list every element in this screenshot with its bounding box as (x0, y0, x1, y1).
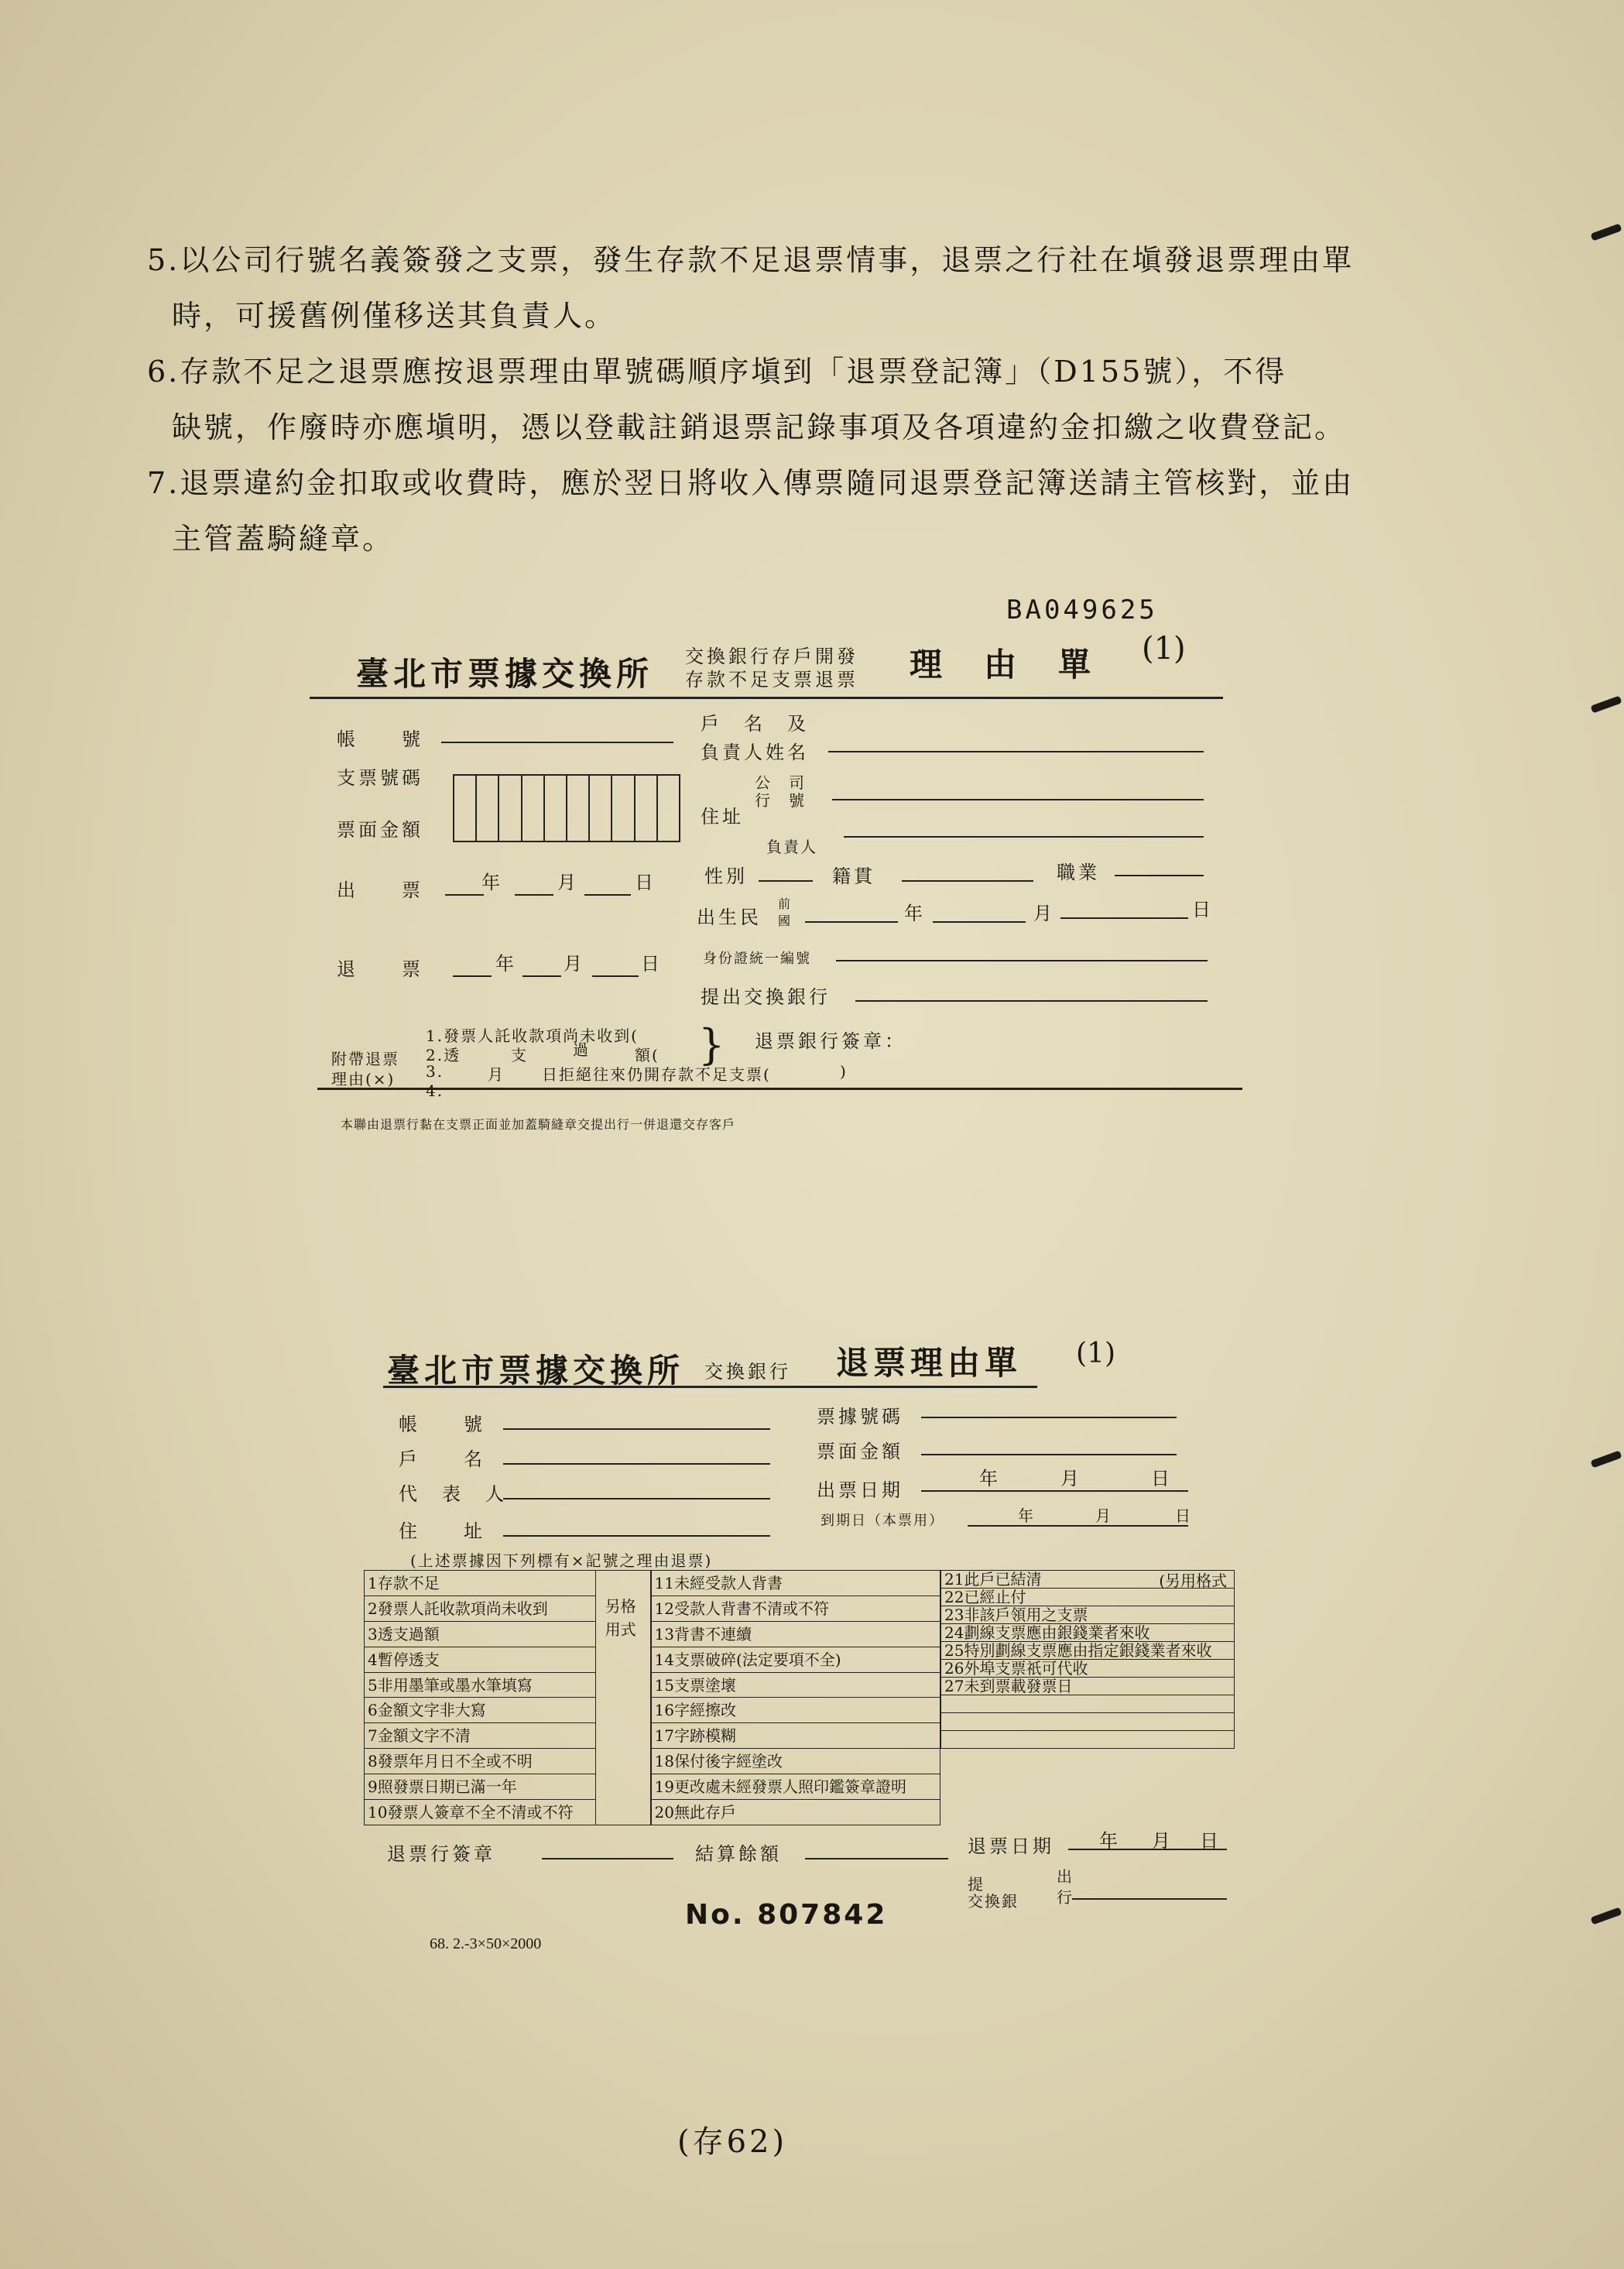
reason-row (365, 1595, 596, 1621)
form2-due-date-label: 到期日（本票用） (821, 1513, 944, 1529)
line (515, 894, 553, 896)
reason-cell: 16字經擦改 (651, 1698, 940, 1723)
form2-print-code: 68. 2.-3×50×2000 (430, 1935, 542, 1952)
form1-birth-day: 日 (1192, 899, 1214, 920)
reason-row (651, 1672, 940, 1698)
form1-reason-3b: 月 (488, 1065, 505, 1084)
reason-row (941, 1624, 1235, 1642)
reason-cell (941, 1731, 1235, 1749)
reason-row (651, 1774, 940, 1800)
reason-cell: 8發票年月日不全或不明 (365, 1749, 596, 1774)
line (921, 1454, 1177, 1455)
line (1115, 875, 1204, 876)
line (445, 894, 484, 896)
reason-row (365, 1723, 596, 1749)
line (836, 960, 1208, 961)
form1-reason-label-b: 理由(×) (331, 1070, 396, 1088)
line (832, 799, 1204, 800)
reason-cell: 18保付後字經塗改 (651, 1749, 940, 1774)
form1-title-sub2: 存款不足支票退票 (685, 669, 858, 691)
reason-row (941, 1731, 1235, 1749)
form1-name-label-b: 負責人姓名 (701, 742, 809, 763)
instruction-item: 5.以公司行號名義簽發之支票，發生存款不足退票情事，退票之行社在塡發退票理由單 (147, 243, 1355, 277)
reason-cell: 12受款人背書不清或不符 (651, 1595, 940, 1621)
form2-issue-year: 年 (979, 1468, 1001, 1489)
line (933, 921, 1026, 923)
form2-title-main: 退票理由單 (836, 1344, 1023, 1382)
form1-birth-month: 月 (1033, 903, 1055, 924)
form2-due-year: 年 (1018, 1506, 1035, 1525)
form1-reason-2c: 過 (573, 1040, 590, 1059)
reason-row (651, 1749, 940, 1774)
form2-name-label: 戶 名 (399, 1448, 485, 1470)
reason-row (365, 1672, 596, 1698)
line (855, 1000, 1208, 1002)
reason-row (651, 1595, 940, 1621)
form2-alt-a: 另格 (605, 1597, 636, 1616)
form2-account-label: 帳 號 (399, 1414, 485, 1435)
form1-issue-month: 月 (557, 872, 579, 893)
form1-sex-label: 性別 (704, 865, 748, 887)
form1-name-label-a: 戶 名 及 (701, 713, 809, 735)
form2-serial-no: No. 807842 (685, 1899, 888, 1931)
reason-cell: 24劃線支票應由銀錢業者來收 (941, 1624, 1235, 1642)
form1-responsible: 負責人 (766, 838, 817, 856)
form2-issue-day: 日 (1151, 1468, 1173, 1489)
form2-reason-col1 (364, 1570, 596, 1825)
reason-row (365, 1800, 596, 1825)
form1-reason-2b: 支 (511, 1046, 528, 1064)
reason-cell: 25特別劃線支票應由指定銀錢業者來收 (941, 1642, 1235, 1660)
form1-address-label: 住址 (701, 806, 744, 828)
form1-origin-label: 籍貫 (832, 865, 875, 887)
binding-hole (1590, 223, 1622, 241)
reason-cell: 27未到票載發票日 (941, 1678, 1235, 1695)
line (503, 1428, 770, 1430)
form1-amount-label: 票面金額 (337, 819, 423, 841)
form2-reason-col3 (940, 1570, 1235, 1749)
line (1072, 1898, 1227, 1900)
reason-row (651, 1698, 940, 1723)
line (828, 751, 1204, 752)
reason-cell: 7金額文字不清 (365, 1723, 596, 1749)
reason-cell: 17字跡模糊 (651, 1723, 940, 1749)
form2-return-month: 月 (1152, 1830, 1173, 1852)
reason-cell: 19更改處未經發票人照印鑑簽章證明 (651, 1774, 940, 1800)
form2-reason-col3-wrap (940, 1570, 1235, 1825)
form2-title-org: 臺北市票據交換所 (387, 1352, 685, 1390)
binding-hole (1590, 1450, 1622, 1468)
form2-due-month: 月 (1095, 1506, 1112, 1525)
form1-issue-year: 年 (481, 872, 503, 893)
line (1068, 1849, 1227, 1850)
form1-reason-3d: ) (840, 1062, 848, 1081)
form2-submit-c: 出 (1057, 1867, 1074, 1886)
line (844, 836, 1204, 838)
form2-title-copy: (1) (1076, 1338, 1115, 1369)
form1-serial: BA049625 (1006, 595, 1158, 626)
form1-reason-3c: 日拒絕往來仍開存款不足支票( (542, 1065, 771, 1084)
form1-birth-small-a: 前 (778, 896, 793, 911)
reason-row (941, 1642, 1235, 1660)
reason-cell: 10發票人簽章不全不清或不符 (365, 1800, 596, 1825)
reason-row (941, 1713, 1235, 1731)
reason-cell: 3透支過額 (365, 1621, 596, 1647)
form1-account-label: 帳 號 (337, 728, 423, 750)
form1-footnote: 本聯由退票行黏在支票正面並加蓋騎縫章交提出行一併退還交存客戶 (341, 1117, 736, 1132)
reason-cell (941, 1713, 1235, 1731)
form1-birth-small-b: 國 (778, 913, 793, 928)
line (968, 1525, 1188, 1527)
form1-company-b: 行 號 (755, 791, 806, 810)
reason-row (365, 1749, 596, 1774)
reason-row (941, 1660, 1235, 1678)
reason-cell: 15支票塗壞 (651, 1672, 940, 1698)
form1-return-month: 月 (564, 953, 585, 975)
form2-return-date-label: 退票日期 (968, 1835, 1054, 1857)
form1-return-label: 退 票 (337, 958, 423, 980)
reason-cell (941, 1695, 1235, 1713)
form2-alt-right: (另用格式 (1159, 1572, 1227, 1590)
form1-amount-grid (453, 774, 680, 842)
instruction-list (147, 232, 1355, 567)
form2-bill-no-label: 票據號碼 (817, 1406, 903, 1428)
reason-row (651, 1647, 940, 1672)
reason-row (941, 1606, 1235, 1624)
form1-reason-2d: 額( (635, 1046, 660, 1064)
form2-submit-b: 交換銀 (968, 1892, 1019, 1911)
form1-id-label: 身份證統一編號 (703, 951, 811, 967)
line (805, 1858, 948, 1859)
line (902, 880, 1033, 882)
form2-title-sub: 交換銀行 (704, 1361, 791, 1383)
reason-row (365, 1571, 596, 1596)
form1-return-day: 日 (641, 953, 663, 975)
form2-submit-d: 行 (1057, 1888, 1074, 1907)
form1-title-sub1: 交換銀行存戶開發 (685, 646, 858, 667)
form1-sign-label: 退票銀行簽章： (755, 1030, 906, 1052)
line (522, 975, 561, 977)
reason-cell: 26外埠支票祇可代收 (941, 1660, 1235, 1678)
reason-cell: 11未經受款人背書 (651, 1571, 940, 1596)
reason-cell: 5非用墨筆或墨水筆填寫 (365, 1672, 596, 1698)
instruction-item-cont: 時，可援舊例僅移送其負責人。 (172, 299, 617, 333)
line (503, 1535, 770, 1537)
reason-row (651, 1571, 940, 1596)
line (1060, 917, 1188, 919)
form2-alt-b: 用式 (605, 1620, 636, 1639)
form1-reason-2a: 2.透 (426, 1046, 461, 1064)
form2-return-year: 年 (1099, 1830, 1121, 1852)
form2-sign-label: 退票行簽章 (387, 1843, 495, 1865)
page-label: (存62) (677, 2124, 788, 2160)
form2-issue-month: 月 (1060, 1468, 1082, 1489)
form1-check-no-label: 支票號碼 (337, 767, 423, 789)
reason-row (651, 1621, 940, 1647)
reason-cell: 20無此存戶 (651, 1800, 940, 1825)
reason-cell: 21此戶已結清 (941, 1571, 1235, 1589)
form2-issue-date-label: 出票日期 (817, 1479, 903, 1501)
form2-alt-format-box (596, 1570, 651, 1825)
line (503, 1498, 770, 1500)
form1-reason-1: 1.發票人託收款項尚未收到( (426, 1027, 639, 1045)
reason-cell: 1存款不足 (365, 1571, 596, 1596)
reason-cell: 13背書不連續 (651, 1621, 940, 1647)
form2-balance-label: 結算餘額 (695, 1843, 782, 1865)
form1-issue-label: 出 票 (337, 879, 423, 901)
form2-address-label: 住 址 (399, 1520, 485, 1542)
form1-bank-label: 提出交換銀行 (701, 986, 831, 1008)
reason-row (365, 1647, 596, 1672)
reason-row (651, 1723, 940, 1749)
line (592, 975, 639, 977)
line (542, 1858, 673, 1859)
reason-cell: 4暫停透支 (365, 1647, 596, 1672)
form2-rep-label: 代 表 人 (399, 1483, 507, 1505)
reason-cell: 23非該戶領用之支票 (941, 1606, 1235, 1624)
form1-issue-day: 日 (635, 872, 656, 893)
binding-hole (1590, 695, 1622, 713)
form2-submit-a: 提 (968, 1875, 985, 1894)
line (759, 880, 813, 882)
form2-return-day: 日 (1200, 1830, 1221, 1852)
line (921, 1490, 1188, 1492)
line (921, 1417, 1177, 1418)
form1-birth-year: 年 (904, 903, 926, 924)
line (503, 1463, 770, 1465)
form1-title-main: 理 由 單 (910, 646, 1096, 684)
reason-cell: 14支票破碎(法定要項不全) (651, 1647, 940, 1672)
reason-row (365, 1698, 596, 1723)
form1-return-year: 年 (495, 953, 517, 975)
form2-table-caption: (上述票據因下列標有×記號之理由退票) (410, 1551, 713, 1570)
reason-row (365, 1621, 596, 1647)
form1-top-rule (310, 697, 1223, 699)
form2-amount-label: 票面金額 (817, 1441, 903, 1462)
line (584, 894, 631, 896)
form2-due-day: 日 (1175, 1506, 1192, 1525)
instruction-item: 6.存款不足之退票應按退票理由單號碼順序塡到「退票登記簿」（D155號），不得 (147, 355, 1287, 389)
reason-row (941, 1678, 1235, 1695)
form1-birth-label: 出生民 (697, 907, 762, 928)
reason-row (365, 1774, 596, 1800)
reason-cell: 2發票人託收款項尚未收到 (365, 1595, 596, 1621)
reason-row (941, 1695, 1235, 1713)
form1-title-org: 臺北市票據交換所 (356, 655, 654, 693)
form1-company-a: 公 司 (755, 773, 806, 792)
line (805, 921, 898, 923)
instruction-item: 7.退票違約金扣取或收費時，應於翌日將收入傳票隨同退票登記簿送請主管核對，並由 (147, 466, 1355, 500)
form1-account-line (441, 742, 673, 743)
form1-occupation-label: 職業 (1057, 862, 1100, 883)
instruction-item-cont: 主管蓋騎縫章。 (172, 522, 395, 556)
reason-row (651, 1800, 940, 1825)
reason-cell: 6金額文字非大寫 (365, 1698, 596, 1723)
form1-reason-4: 4. (426, 1081, 444, 1100)
form1-reason-3a: 3. (426, 1062, 444, 1081)
form2-top-rule (383, 1386, 1037, 1388)
reason-cell: 22已經止付 (941, 1589, 1235, 1606)
form2-reason-col2 (651, 1570, 941, 1825)
instruction-item-cont: 缺號，作廢時亦應塡明，憑以登載註銷退票記錄事項及各項違約金扣繳之收費登記。 (172, 410, 1347, 444)
reason-cell: 9照發票日期已滿一年 (365, 1774, 596, 1800)
line (453, 975, 492, 977)
form1-reason-label-a: 附帶退票 (331, 1050, 399, 1068)
form2-reason-table (364, 1570, 1235, 1825)
form1-brace: } (698, 1020, 725, 1069)
binding-hole (1590, 1907, 1622, 1925)
form1-bottom-rule (317, 1088, 1242, 1090)
form1-title-copy: (1) (1142, 631, 1186, 667)
